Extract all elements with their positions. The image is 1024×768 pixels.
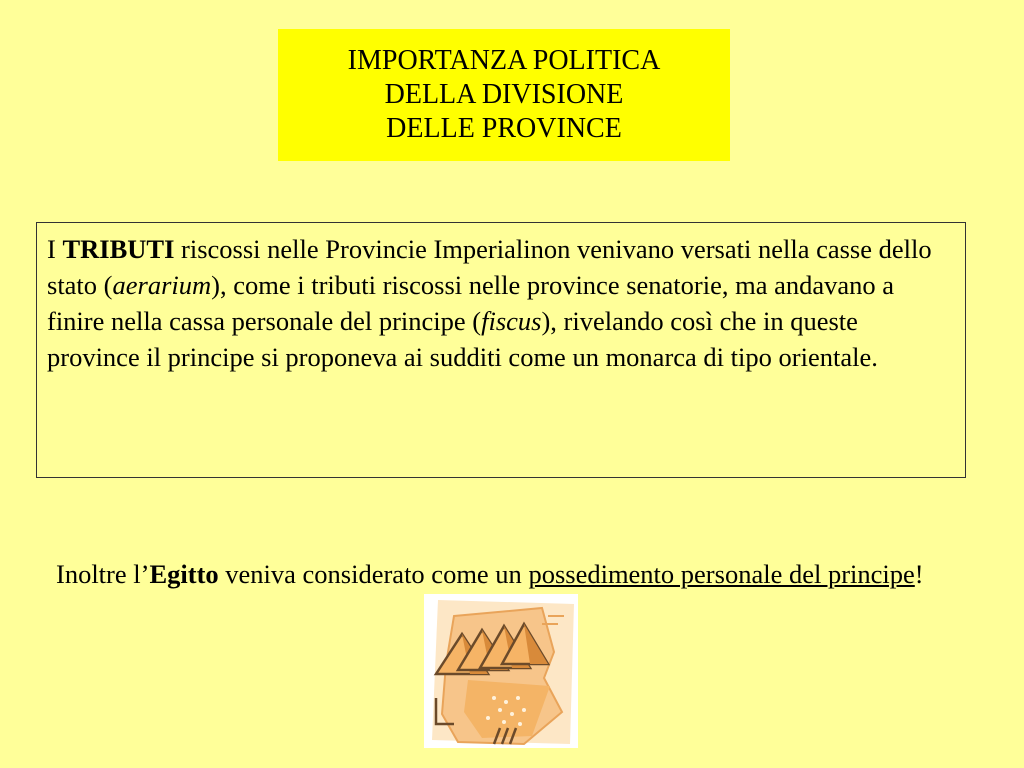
paragraph-text: riscossi nelle Provincie Imperialinon venivano versati nella casse dello stato ( [47,234,932,300]
title-line-2: DELLA DIVISIONE [384,79,624,110]
paragraph-text: ), rivelando così che in queste province il principe si proponeva ai sudditi come un monarca di tipo orientale. [47,306,878,372]
egypt-pyramids-map-icon [424,594,578,748]
tributi-paragraph-box [36,222,966,478]
note-text: Inoltre l’ [56,559,150,589]
title-line-3: DELLE PROVINCE [386,113,622,144]
paragraph-text: ), come i tributi riscossi nelle province senatorie, ma andavano a finire nella cassa personale del principe ( [47,270,895,336]
note-text: veniva considerato come un [218,559,529,589]
fiscus-term: fiscus [481,306,542,336]
aerarium-term: aerarium [112,270,212,300]
slide-title [278,29,730,161]
note-text: ! [914,559,924,589]
title-line-1: IMPORTANZA POLITICA [347,45,661,76]
possedimento-underlined: possedimento personale del principe [528,559,915,589]
paragraph-text: I [47,234,63,264]
egitto-note [56,555,976,593]
tributi-term: TRIBUTI [62,234,175,264]
egitto-term: Egitto [149,559,219,589]
